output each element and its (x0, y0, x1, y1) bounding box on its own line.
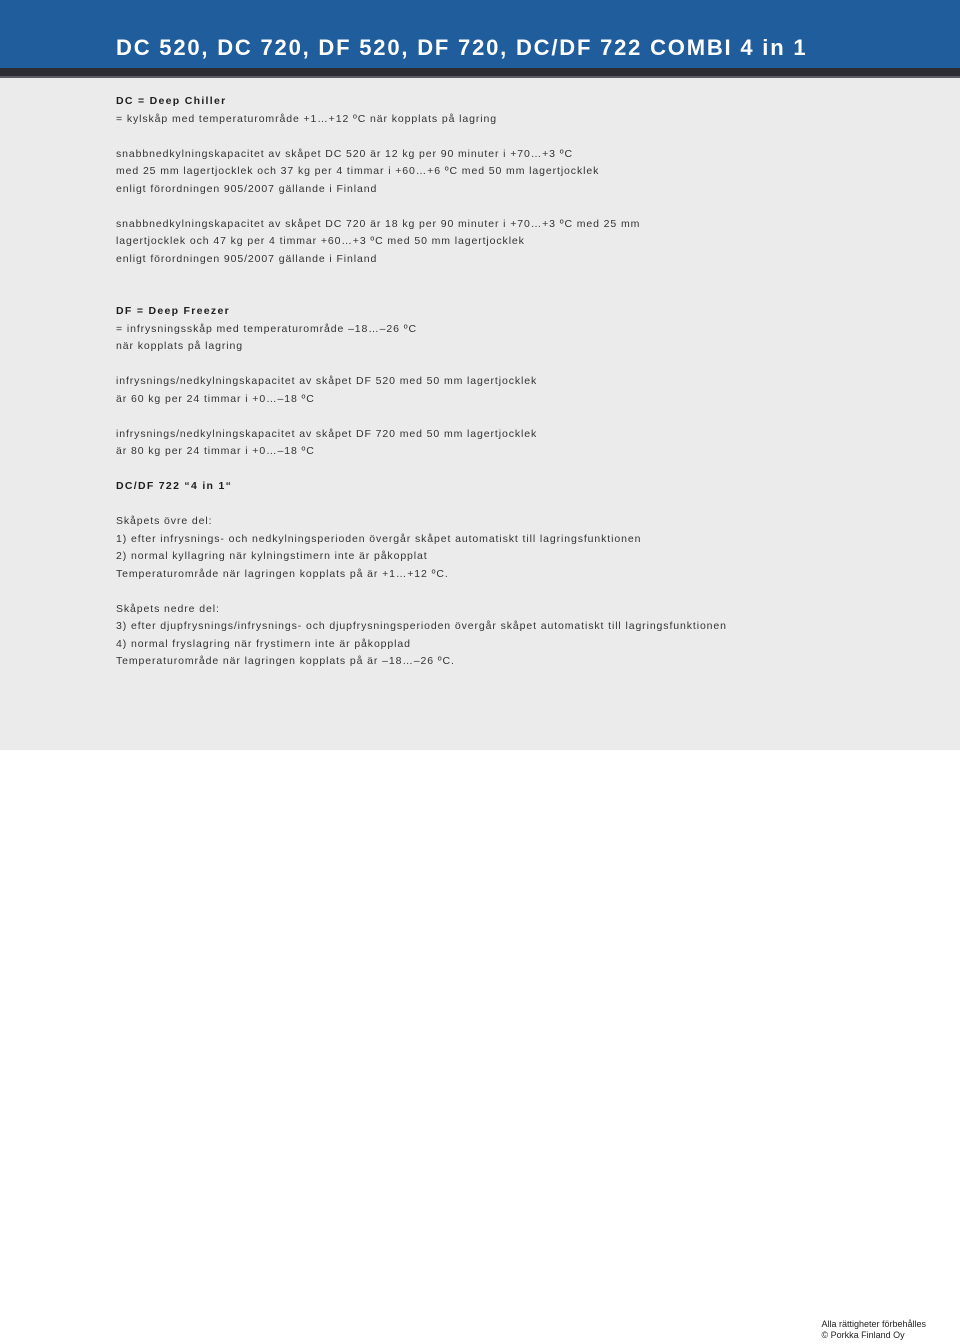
df-heading: DF = Deep Freezer (116, 305, 231, 317)
df-description-1: = infrysningsskåp med temperaturområde –18…–26 ºC (116, 322, 417, 335)
footer (821, 1319, 926, 1341)
combi-lower-line-2: 3) efter djupfrysnings/infrysnings- och djupfrysningsperioden övergår skåpet automatiskt till lagringsfunktionen (116, 620, 727, 632)
combi-upper-line-1: Skåpets övre del: (116, 515, 213, 527)
dc520-line-3: enligt förordningen 905/2007 gällande i Finland (116, 182, 378, 195)
footer-rights: Alla rättigheter förbehålles (821, 1319, 926, 1329)
combi-heading: DC/DF 722 “4 in 1“ (116, 480, 233, 492)
df720-line-2: är 80 kg per 24 timmar i +0…–18 ºC (116, 445, 315, 457)
header-bar (0, 0, 960, 68)
combi-upper-line-4: Temperaturområde när lagringen kopplats på är +1…+12 ºC. (116, 567, 449, 580)
combi-lower-line-1: Skåpets nedre del: (116, 602, 220, 615)
df520-line-2: är 60 kg per 24 timmar i +0…–18 ºC (116, 392, 315, 405)
df520-line-1: infrysnings/nedkylningskapacitet av skåpet DF 520 med 50 mm lagertjocklek (116, 375, 538, 387)
combi-lower-line-4: Temperaturområde när lagringen kopplats på är –18…–26 ºC. (116, 655, 455, 667)
df-description-2: när kopplats på lagring (116, 340, 243, 352)
header-divider (0, 68, 960, 76)
combi-upper-line-3: 2) normal kyllagring när kylningstimern inte är påkopplat (116, 550, 428, 562)
footer-copyright: © Porkka Finland Oy (821, 1330, 905, 1340)
df720-line-1: infrysnings/nedkylningskapacitet av skåpet DF 720 med 50 mm lagertjocklek (116, 427, 538, 440)
page-title: DC 520, DC 720, DF 520, DF 720, DC/DF 722 COMBI 4 in 1 (116, 35, 808, 60)
dc520-line-1: snabbnedkylningskapacitet av skåpet DC 520 är 12 kg per 90 minuter i +70…+3 ºC (116, 147, 573, 160)
dc-description: = kylskåp med temperaturområde +1…+12 ºC när kopplats på lagring (116, 112, 497, 125)
combi-upper-line-2: 1) efter infrysnings- och nedkylningsperioden övergår skåpet automatiskt till lagringsfunktionen (116, 532, 642, 545)
dc720-line-2: lagertjocklek och 47 kg per 4 timmar +60…+3 ºC med 50 mm lagertjocklek (116, 235, 525, 247)
combi-lower-line-3: 4) normal fryslagring när frystimern inte är påkopplad (116, 637, 411, 650)
dc720-line-3: enligt förordningen 905/2007 gällande i Finland (116, 252, 378, 265)
dc-heading: DC = Deep Chiller (116, 95, 227, 107)
dc520-line-2: med 25 mm lagertjocklek och 37 kg per 4 timmar i +60…+6 ºC med 50 mm lagertjocklek (116, 165, 600, 177)
content-body (116, 93, 936, 671)
dc720-line-1: snabbnedkylningskapacitet av skåpet DC 720 är 18 kg per 90 minuter i +70…+3 ºC med 25 mm (116, 217, 641, 230)
